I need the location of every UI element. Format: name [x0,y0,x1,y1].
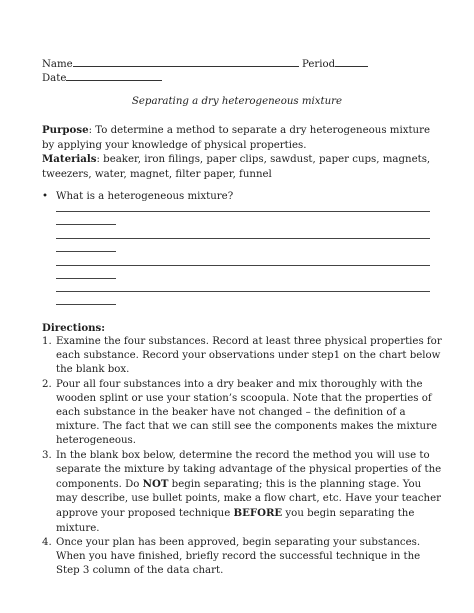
step-bold-not: NOT [142,478,169,491]
page-title: Separating a dry heterogeneous mixture [131,96,343,107]
step-text-c: you begin separating the mixture. [56,508,415,534]
step-number: 3. [42,449,52,461]
name-row [42,56,368,71]
answer-line[interactable] [56,304,116,305]
answer-line[interactable] [56,278,116,279]
period-blank[interactable] [335,56,368,67]
answer-line[interactable] [56,224,116,225]
direction-step [42,335,444,378]
materials-label: Materials [42,153,97,165]
purpose-text: : To determine a method to separate a dry heterogeneous mixture by applying your knowledge of physical properties. [42,125,431,151]
step-text: Examine the four substances. Record at least three physical properties for each substance. Record your observations under step1 on the chart below the blank box. [56,336,442,376]
date-row [42,70,162,85]
period-label: Period [301,59,336,70]
date-label: Date [42,73,67,84]
question-text: What is a heterogeneous mixture? [56,191,234,202]
step-number: 2. [42,378,52,390]
directions-heading [42,322,105,334]
direction-step [42,449,444,536]
name-label: Name [42,59,73,70]
answer-line[interactable] [56,291,430,292]
purpose-paragraph [42,123,442,153]
bullet-icon: • [42,191,49,202]
direction-step [42,536,444,579]
step-number: 1. [42,336,52,347]
answer-line[interactable] [56,251,116,252]
question-item [42,191,233,202]
directions-label: Directions: [42,322,106,334]
step-bold-before: BEFORE [233,507,283,520]
materials-text: : beaker, iron filings, paper clips, sawdust, paper cups, magnets, tweezers, water, magnet, filter paper, funnel [42,154,431,180]
step-number: 4. [42,536,52,548]
answer-line[interactable] [56,211,430,212]
name-blank[interactable] [73,56,299,67]
answer-line[interactable] [56,265,430,266]
step-text: Pour all four substances into a dry beaker and mix thoroughly with the wooden splint or use your station’s scoopula. Note that the properties of each substance in the beaker have not changed – the definition of a mixture. The fact that we can still see the components makes the mixture heterogeneous. [56,378,438,447]
materials-paragraph [42,152,442,182]
step-text-b: begin separating; this is the planning stage. You may describe, use bullet points, make a flow chart, etc. Have your teacher approve your proposed technique [56,479,442,520]
purpose-label: Purpose [42,124,89,136]
step-text: Once your plan has been approved, begin separating your substances. When you have finished, briefly record the successful technique in the Step 3 column of the data chart. [56,536,421,577]
directions-list [42,335,444,578]
answer-line[interactable] [56,238,430,239]
step-text-a: In the blank box below, determine the record the method you will use to separate the mixture by taking advantage of the physical properties of the components. Do [56,449,442,491]
date-blank[interactable] [66,70,162,81]
direction-step [42,378,444,449]
